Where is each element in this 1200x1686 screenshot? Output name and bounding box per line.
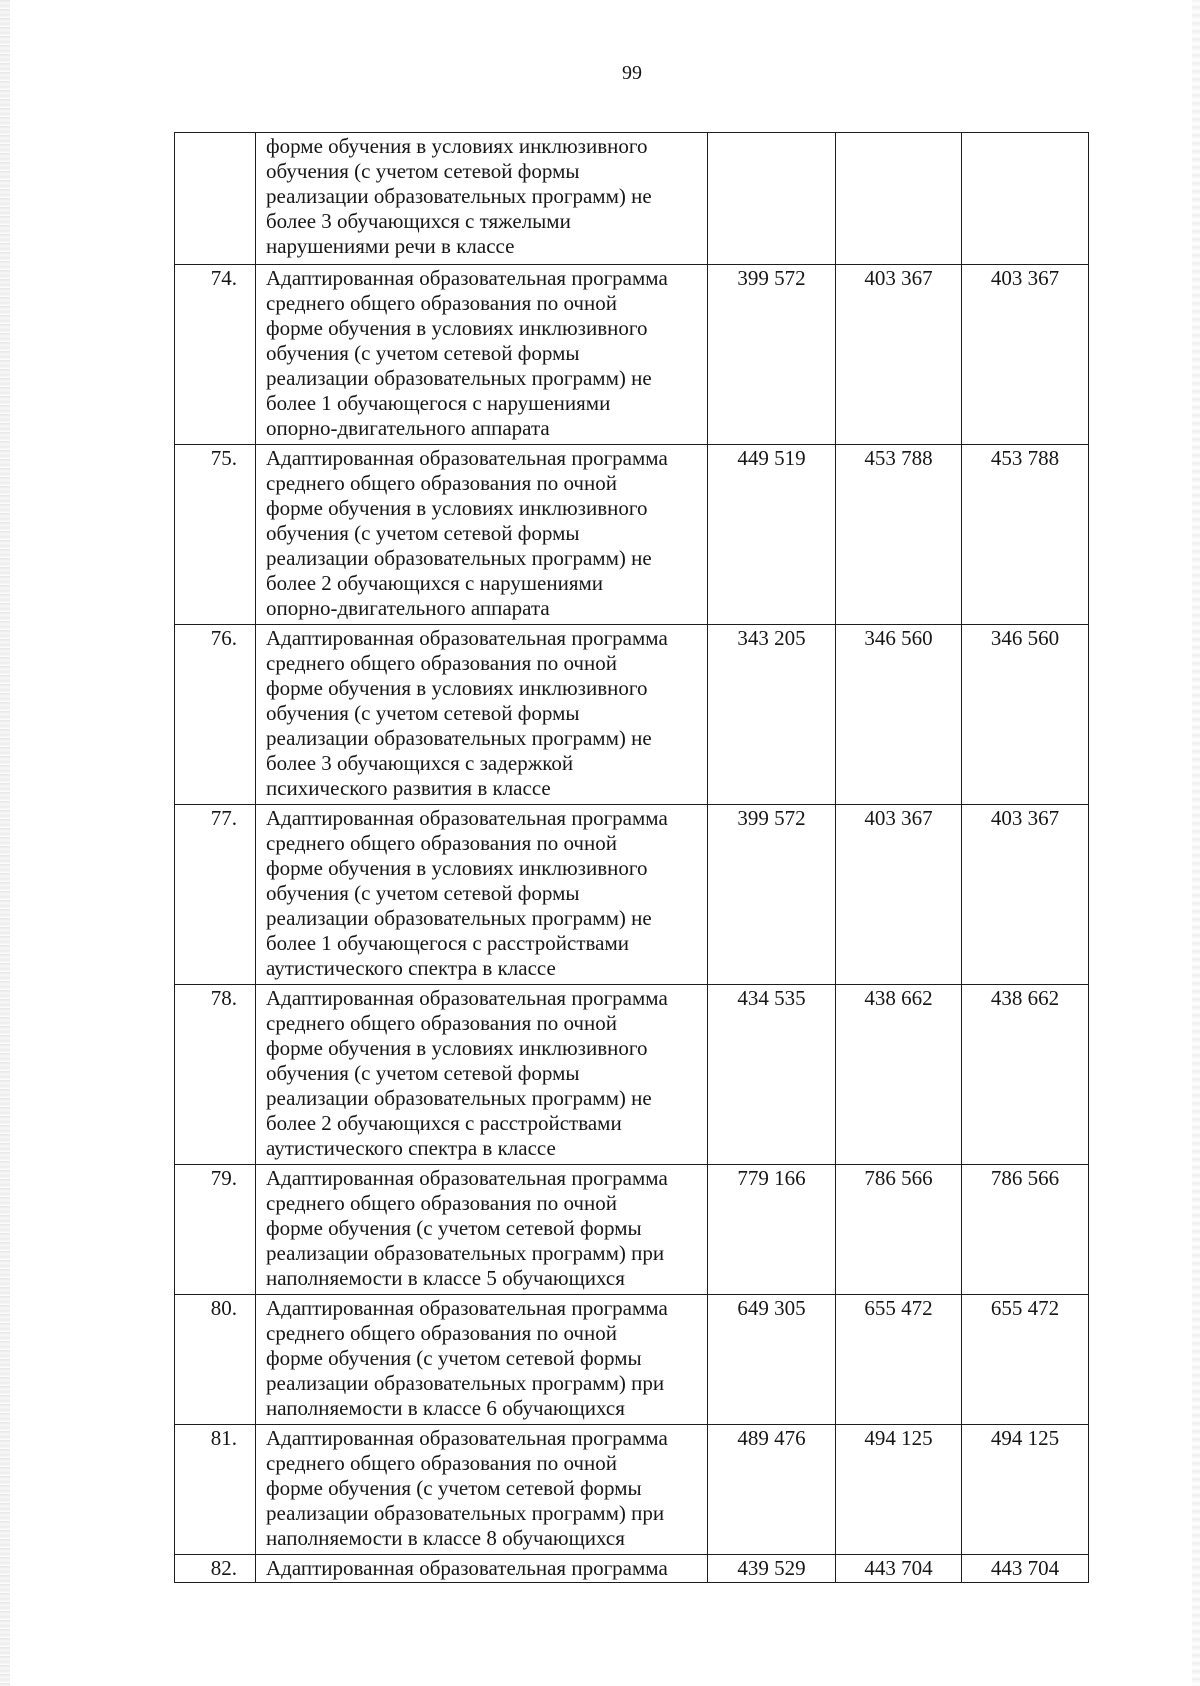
value-cell-1: 399 572 xyxy=(708,265,836,445)
value-cell-1: 399 572 xyxy=(708,805,836,985)
program-description: Адаптированная образовательная программа среднего общего образования по очной форме обучения в условиях инклюзивного обучения (с учетом сетевой формы реализации образовательных программ) не более 1 обучающегося с расстройствами аутистического спектра в классе xyxy=(256,805,708,985)
value-cell-1 xyxy=(708,133,836,265)
value-cell-3: 494 125 xyxy=(962,1425,1089,1555)
value-cell-2: 453 788 xyxy=(836,445,962,625)
value-cell-2: 655 472 xyxy=(836,1295,962,1425)
table-row xyxy=(175,1555,1089,1583)
table-row xyxy=(175,805,1089,985)
row-number: 78. xyxy=(175,985,256,1165)
value-cell-2: 438 662 xyxy=(836,985,962,1165)
table-row xyxy=(175,445,1089,625)
value-cell-3: 655 472 xyxy=(962,1295,1089,1425)
program-description: Адаптированная образовательная программа среднего общего образования по очной форме обучения (с учетом сетевой формы реализации образовательных программ) при наполняемости в классе 6 обучающихся xyxy=(256,1295,708,1425)
value-cell-2: 403 367 xyxy=(836,265,962,445)
table-row xyxy=(175,985,1089,1165)
funding-table xyxy=(174,132,1089,1583)
scan-edge-left xyxy=(0,0,10,1686)
value-cell-1: 439 529 xyxy=(708,1555,836,1583)
value-cell-2: 403 367 xyxy=(836,805,962,985)
value-cell-3: 403 367 xyxy=(962,265,1089,445)
table-row xyxy=(175,625,1089,805)
value-cell-1: 649 305 xyxy=(708,1295,836,1425)
table-row xyxy=(175,133,1089,265)
row-number: 82. xyxy=(175,1555,256,1583)
table-row xyxy=(175,1425,1089,1555)
row-number: 75. xyxy=(175,445,256,625)
table-row xyxy=(175,1165,1089,1295)
value-cell-2 xyxy=(836,133,962,265)
program-description: Адаптированная образовательная программа среднего общего образования по очной форме обучения в условиях инклюзивного обучения (с учетом сетевой формы реализации образовательных программ) не более 2 обучающихся с нарушениями опорно-двигательного аппарата xyxy=(256,445,708,625)
value-cell-1: 343 205 xyxy=(708,625,836,805)
program-description: Адаптированная образовательная программа среднего общего образования по очной форме обучения (с учетом сетевой формы реализации образовательных программ) при наполняемости в классе 8 обучающихся xyxy=(256,1425,708,1555)
row-number xyxy=(175,133,256,265)
program-description: форме обучения в условиях инклюзивного обучения (с учетом сетевой формы реализации образовательных программ) не более 3 обучающихся с тяжелыми нарушениями речи в классе xyxy=(256,133,708,265)
value-cell-2: 786 566 xyxy=(836,1165,962,1295)
table-row xyxy=(175,1295,1089,1425)
program-description: Адаптированная образовательная программа среднего общего образования по очной форме обучения в условиях инклюзивного обучения (с учетом сетевой формы реализации образовательных программ) не более 3 обучающихся с задержкой психического развития в классе xyxy=(256,625,708,805)
table-row xyxy=(175,265,1089,445)
row-number: 79. xyxy=(175,1165,256,1295)
value-cell-2: 346 560 xyxy=(836,625,962,805)
value-cell-3 xyxy=(962,133,1089,265)
row-number: 74. xyxy=(175,265,256,445)
value-cell-1: 434 535 xyxy=(708,985,836,1165)
program-description: Адаптированная образовательная программа xyxy=(256,1555,708,1583)
value-cell-3: 346 560 xyxy=(962,625,1089,805)
value-cell-2: 443 704 xyxy=(836,1555,962,1583)
row-number: 81. xyxy=(175,1425,256,1555)
program-description: Адаптированная образовательная программа среднего общего образования по очной форме обучения в условиях инклюзивного обучения (с учетом сетевой формы реализации образовательных программ) не более 1 обучающегося с нарушениями опорно-двигательного аппарата xyxy=(256,265,708,445)
value-cell-1: 489 476 xyxy=(708,1425,836,1555)
value-cell-2: 494 125 xyxy=(836,1425,962,1555)
value-cell-3: 786 566 xyxy=(962,1165,1089,1295)
value-cell-3: 443 704 xyxy=(962,1555,1089,1583)
program-description: Адаптированная образовательная программа среднего общего образования по очной форме обучения (с учетом сетевой формы реализации образовательных программ) при наполняемости в классе 5 обучающихся xyxy=(256,1165,708,1295)
value-cell-3: 453 788 xyxy=(962,445,1089,625)
value-cell-1: 779 166 xyxy=(708,1165,836,1295)
value-cell-1: 449 519 xyxy=(708,445,836,625)
row-number: 77. xyxy=(175,805,256,985)
row-number: 80. xyxy=(175,1295,256,1425)
page-number: 99 xyxy=(622,62,642,84)
value-cell-3: 403 367 xyxy=(962,805,1089,985)
program-description: Адаптированная образовательная программа среднего общего образования по очной форме обучения в условиях инклюзивного обучения (с учетом сетевой формы реализации образовательных программ) не более 2 обучающихся с расстройствами аутистического спектра в классе xyxy=(256,985,708,1165)
row-number: 76. xyxy=(175,625,256,805)
scan-edge-right xyxy=(1192,0,1200,1686)
value-cell-3: 438 662 xyxy=(962,985,1089,1165)
